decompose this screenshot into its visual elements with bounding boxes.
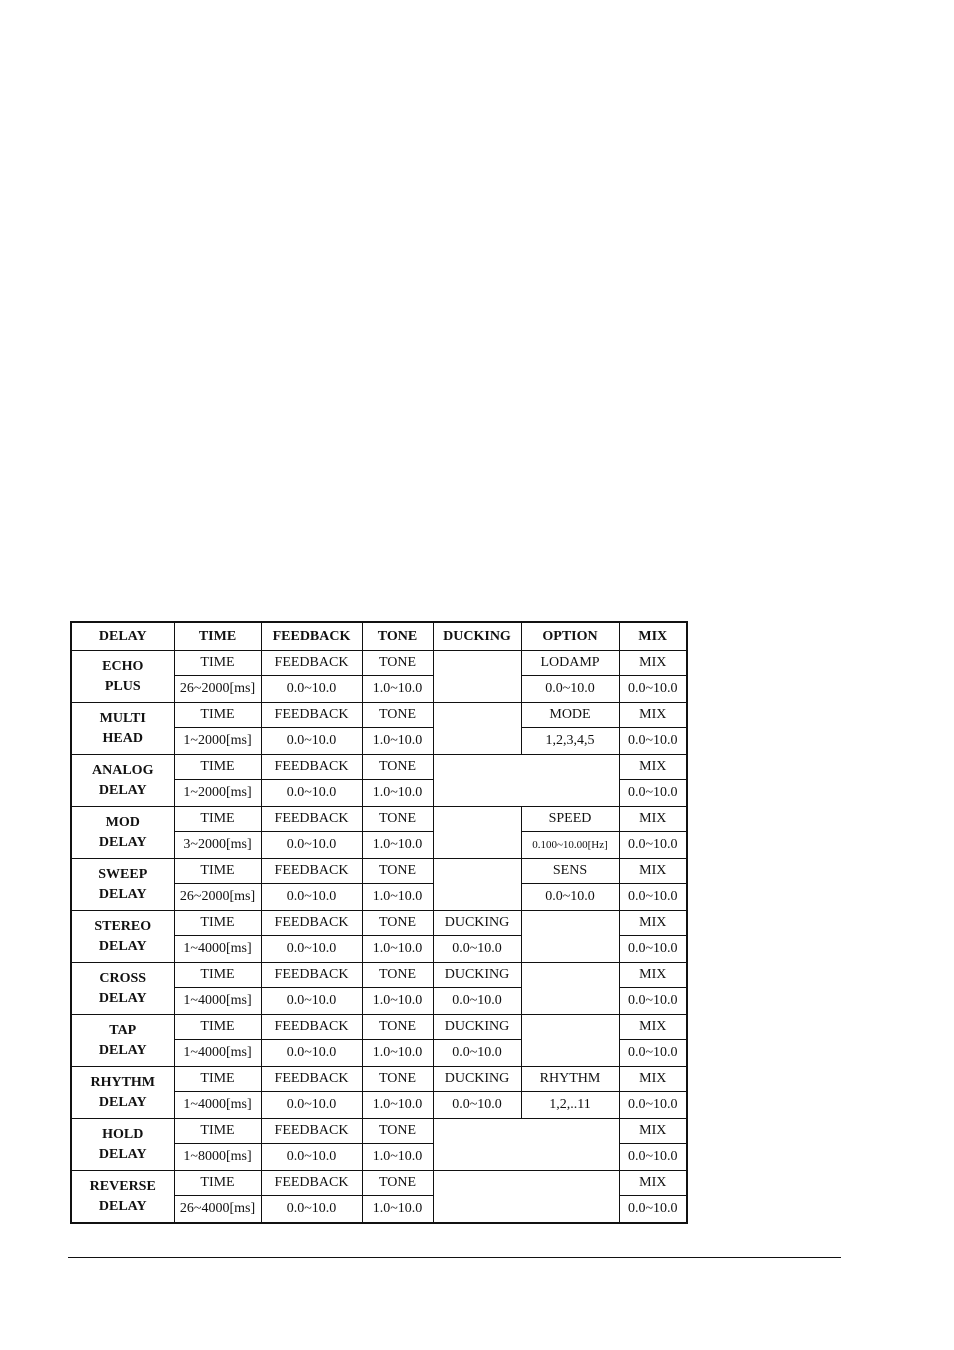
mix-range: 0.0~10.0 bbox=[619, 1144, 687, 1171]
effect-name-line1: REVERSE bbox=[89, 1178, 156, 1194]
ducking-option-empty bbox=[433, 1119, 619, 1171]
feedback-range: 0.0~10.0 bbox=[261, 936, 362, 963]
table-row bbox=[71, 1067, 687, 1092]
effect-name-line1: HOLD bbox=[102, 1126, 144, 1142]
ducking-label: DUCKING bbox=[433, 1015, 521, 1040]
feedback-label: FEEDBACK bbox=[261, 651, 362, 676]
table-row bbox=[71, 703, 687, 728]
effect-name-line2: DELAY bbox=[98, 834, 147, 850]
table-row bbox=[71, 807, 687, 832]
time-label: TIME bbox=[174, 1171, 261, 1196]
mix-label: MIX bbox=[619, 807, 687, 832]
feedback-label: FEEDBACK bbox=[261, 1067, 362, 1092]
effect-name-line2: DELAY bbox=[98, 1146, 147, 1162]
tone-label: TONE bbox=[362, 703, 433, 728]
feedback-range: 0.0~10.0 bbox=[261, 884, 362, 911]
effect-name-line2: HEAD bbox=[102, 730, 143, 746]
ducking-label: DUCKING bbox=[433, 963, 521, 988]
ducking-range: 0.0~10.0 bbox=[433, 988, 521, 1015]
delay-parameters-table bbox=[70, 621, 688, 1224]
effect-name bbox=[71, 651, 174, 703]
feedback-label: FEEDBACK bbox=[261, 807, 362, 832]
tone-label: TONE bbox=[362, 1119, 433, 1144]
option-label: SPEED bbox=[521, 807, 619, 832]
tone-range: 1.0~10.0 bbox=[362, 832, 433, 859]
feedback-label: FEEDBACK bbox=[261, 1119, 362, 1144]
time-range: 1~2000[ms] bbox=[174, 780, 261, 807]
option-label: SENS bbox=[521, 859, 619, 884]
effect-name-line2: DELAY bbox=[98, 886, 147, 902]
effect-name-line1: SWEEP bbox=[98, 866, 148, 882]
mix-range: 0.0~10.0 bbox=[619, 676, 687, 703]
feedback-label: FEEDBACK bbox=[261, 911, 362, 936]
tone-range: 1.0~10.0 bbox=[362, 728, 433, 755]
header-delay: DELAY bbox=[71, 622, 174, 651]
feedback-label: FEEDBACK bbox=[261, 1171, 362, 1196]
feedback-label: FEEDBACK bbox=[261, 703, 362, 728]
effect-name-line1: STEREO bbox=[94, 918, 152, 934]
time-label: TIME bbox=[174, 1067, 261, 1092]
mix-label: MIX bbox=[619, 963, 687, 988]
ducking-option-empty bbox=[433, 1171, 619, 1224]
option-range: 0.0~10.0 bbox=[521, 676, 619, 703]
time-range: 1~4000[ms] bbox=[174, 936, 261, 963]
time-label: TIME bbox=[174, 963, 261, 988]
tone-range: 1.0~10.0 bbox=[362, 1040, 433, 1067]
effect-name-line2: PLUS bbox=[104, 678, 141, 694]
option-range: 0.0~10.0 bbox=[521, 884, 619, 911]
feedback-range: 0.0~10.0 bbox=[261, 988, 362, 1015]
option-label: LODAMP bbox=[521, 651, 619, 676]
footer-rule bbox=[68, 1257, 841, 1258]
time-range: 1~2000[ms] bbox=[174, 728, 261, 755]
mix-range: 0.0~10.0 bbox=[619, 884, 687, 911]
effect-name-line1: ECHO bbox=[102, 658, 144, 674]
feedback-label: FEEDBACK bbox=[261, 755, 362, 780]
feedback-range: 0.0~10.0 bbox=[261, 1092, 362, 1119]
tone-label: TONE bbox=[362, 1015, 433, 1040]
table-row bbox=[71, 911, 687, 936]
header-mix: MIX bbox=[619, 622, 687, 651]
ducking-label: DUCKING bbox=[433, 1067, 521, 1092]
mix-label: MIX bbox=[619, 1067, 687, 1092]
feedback-range: 0.0~10.0 bbox=[261, 1144, 362, 1171]
header-row bbox=[71, 622, 687, 651]
mix-range: 0.0~10.0 bbox=[619, 1196, 687, 1224]
time-range: 1~4000[ms] bbox=[174, 1040, 261, 1067]
time-label: TIME bbox=[174, 911, 261, 936]
mix-range: 0.0~10.0 bbox=[619, 988, 687, 1015]
option-empty bbox=[521, 911, 619, 963]
effect-name-line1: TAP bbox=[109, 1022, 137, 1038]
option-range: 1,2,3,4,5 bbox=[521, 728, 619, 755]
time-range: 3~2000[ms] bbox=[174, 832, 261, 859]
tone-label: TONE bbox=[362, 807, 433, 832]
mix-range: 0.0~10.0 bbox=[619, 728, 687, 755]
tone-label: TONE bbox=[362, 1171, 433, 1196]
feedback-range: 0.0~10.0 bbox=[261, 832, 362, 859]
option-label: MODE bbox=[521, 703, 619, 728]
ducking-label: DUCKING bbox=[433, 911, 521, 936]
tone-label: TONE bbox=[362, 859, 433, 884]
effect-name bbox=[71, 703, 174, 755]
time-label: TIME bbox=[174, 1015, 261, 1040]
ducking-empty bbox=[433, 859, 521, 911]
effect-name-line2: DELAY bbox=[98, 1094, 147, 1110]
effect-name-line1: RHYTHM bbox=[90, 1074, 156, 1090]
header-feedback: FEEDBACK bbox=[261, 622, 362, 651]
tone-range: 1.0~10.0 bbox=[362, 1196, 433, 1224]
effect-name bbox=[71, 963, 174, 1015]
time-range: 1~4000[ms] bbox=[174, 1092, 261, 1119]
header-ducking: DUCKING bbox=[433, 622, 521, 651]
tone-label: TONE bbox=[362, 963, 433, 988]
effect-name-line2: DELAY bbox=[98, 990, 147, 1006]
effect-name-line2: DELAY bbox=[98, 1042, 147, 1058]
header-tone: TONE bbox=[362, 622, 433, 651]
feedback-label: FEEDBACK bbox=[261, 963, 362, 988]
table-row bbox=[71, 651, 687, 676]
feedback-label: FEEDBACK bbox=[261, 859, 362, 884]
effect-name bbox=[71, 1015, 174, 1067]
effect-name bbox=[71, 859, 174, 911]
table-row bbox=[71, 859, 687, 884]
ducking-empty bbox=[433, 807, 521, 859]
tone-range: 1.0~10.0 bbox=[362, 1144, 433, 1171]
effect-name-line1: CROSS bbox=[99, 970, 147, 986]
mix-label: MIX bbox=[619, 859, 687, 884]
ducking-empty bbox=[433, 703, 521, 755]
mix-label: MIX bbox=[619, 755, 687, 780]
time-label: TIME bbox=[174, 755, 261, 780]
tone-range: 1.0~10.0 bbox=[362, 936, 433, 963]
mix-range: 0.0~10.0 bbox=[619, 832, 687, 859]
tone-range: 1.0~10.0 bbox=[362, 676, 433, 703]
header-time: TIME bbox=[174, 622, 261, 651]
time-label: TIME bbox=[174, 651, 261, 676]
effect-name bbox=[71, 1067, 174, 1119]
tone-label: TONE bbox=[362, 1067, 433, 1092]
ducking-range: 0.0~10.0 bbox=[433, 1092, 521, 1119]
time-label: TIME bbox=[174, 703, 261, 728]
ducking-range: 0.0~10.0 bbox=[433, 936, 521, 963]
mix-label: MIX bbox=[619, 911, 687, 936]
mix-range: 0.0~10.0 bbox=[619, 780, 687, 807]
table-row bbox=[71, 1171, 687, 1196]
option-range: 1,2,..11 bbox=[521, 1092, 619, 1119]
option-empty bbox=[521, 1015, 619, 1067]
time-label: TIME bbox=[174, 859, 261, 884]
tone-label: TONE bbox=[362, 911, 433, 936]
mix-label: MIX bbox=[619, 1171, 687, 1196]
effect-name-line1: MOD bbox=[105, 814, 140, 830]
header-option: OPTION bbox=[521, 622, 619, 651]
time-label: TIME bbox=[174, 807, 261, 832]
ducking-option-empty bbox=[433, 755, 619, 807]
effect-name-line2: DELAY bbox=[98, 1198, 147, 1214]
time-range: 26~2000[ms] bbox=[174, 676, 261, 703]
feedback-range: 0.0~10.0 bbox=[261, 1196, 362, 1224]
feedback-range: 0.0~10.0 bbox=[261, 780, 362, 807]
effect-name-line2: DELAY bbox=[98, 782, 147, 798]
tone-label: TONE bbox=[362, 755, 433, 780]
time-range: 1~4000[ms] bbox=[174, 988, 261, 1015]
mix-range: 0.0~10.0 bbox=[619, 936, 687, 963]
tone-range: 1.0~10.0 bbox=[362, 988, 433, 1015]
tone-range: 1.0~10.0 bbox=[362, 884, 433, 911]
time-label: TIME bbox=[174, 1119, 261, 1144]
effect-name bbox=[71, 1171, 174, 1224]
effect-name bbox=[71, 911, 174, 963]
time-range: 26~4000[ms] bbox=[174, 1196, 261, 1224]
feedback-label: FEEDBACK bbox=[261, 1015, 362, 1040]
feedback-range: 0.0~10.0 bbox=[261, 1040, 362, 1067]
mix-range: 0.0~10.0 bbox=[619, 1040, 687, 1067]
table-body bbox=[71, 651, 687, 1224]
table-row bbox=[71, 963, 687, 988]
table-row bbox=[71, 1119, 687, 1144]
time-range: 26~2000[ms] bbox=[174, 884, 261, 911]
effect-name-line1: ANALOG bbox=[92, 762, 154, 778]
ducking-range: 0.0~10.0 bbox=[433, 1040, 521, 1067]
effect-name bbox=[71, 755, 174, 807]
effect-name bbox=[71, 1119, 174, 1171]
mix-range: 0.0~10.0 bbox=[619, 1092, 687, 1119]
feedback-range: 0.0~10.0 bbox=[261, 728, 362, 755]
tone-label: TONE bbox=[362, 651, 433, 676]
table-row bbox=[71, 755, 687, 780]
feedback-range: 0.0~10.0 bbox=[261, 676, 362, 703]
mix-label: MIX bbox=[619, 651, 687, 676]
option-empty bbox=[521, 963, 619, 1015]
option-label: RHYTHM bbox=[521, 1067, 619, 1092]
table-row bbox=[71, 1015, 687, 1040]
tone-range: 1.0~10.0 bbox=[362, 1092, 433, 1119]
mix-label: MIX bbox=[619, 703, 687, 728]
mix-label: MIX bbox=[619, 1015, 687, 1040]
time-range: 1~8000[ms] bbox=[174, 1144, 261, 1171]
effect-name-line2: DELAY bbox=[98, 938, 147, 954]
mix-label: MIX bbox=[619, 1119, 687, 1144]
effect-name-line1: MULTI bbox=[99, 710, 146, 726]
option-range: 0.100~10.00[Hz] bbox=[521, 832, 619, 859]
ducking-empty bbox=[433, 651, 521, 703]
effect-name bbox=[71, 807, 174, 859]
tone-range: 1.0~10.0 bbox=[362, 780, 433, 807]
